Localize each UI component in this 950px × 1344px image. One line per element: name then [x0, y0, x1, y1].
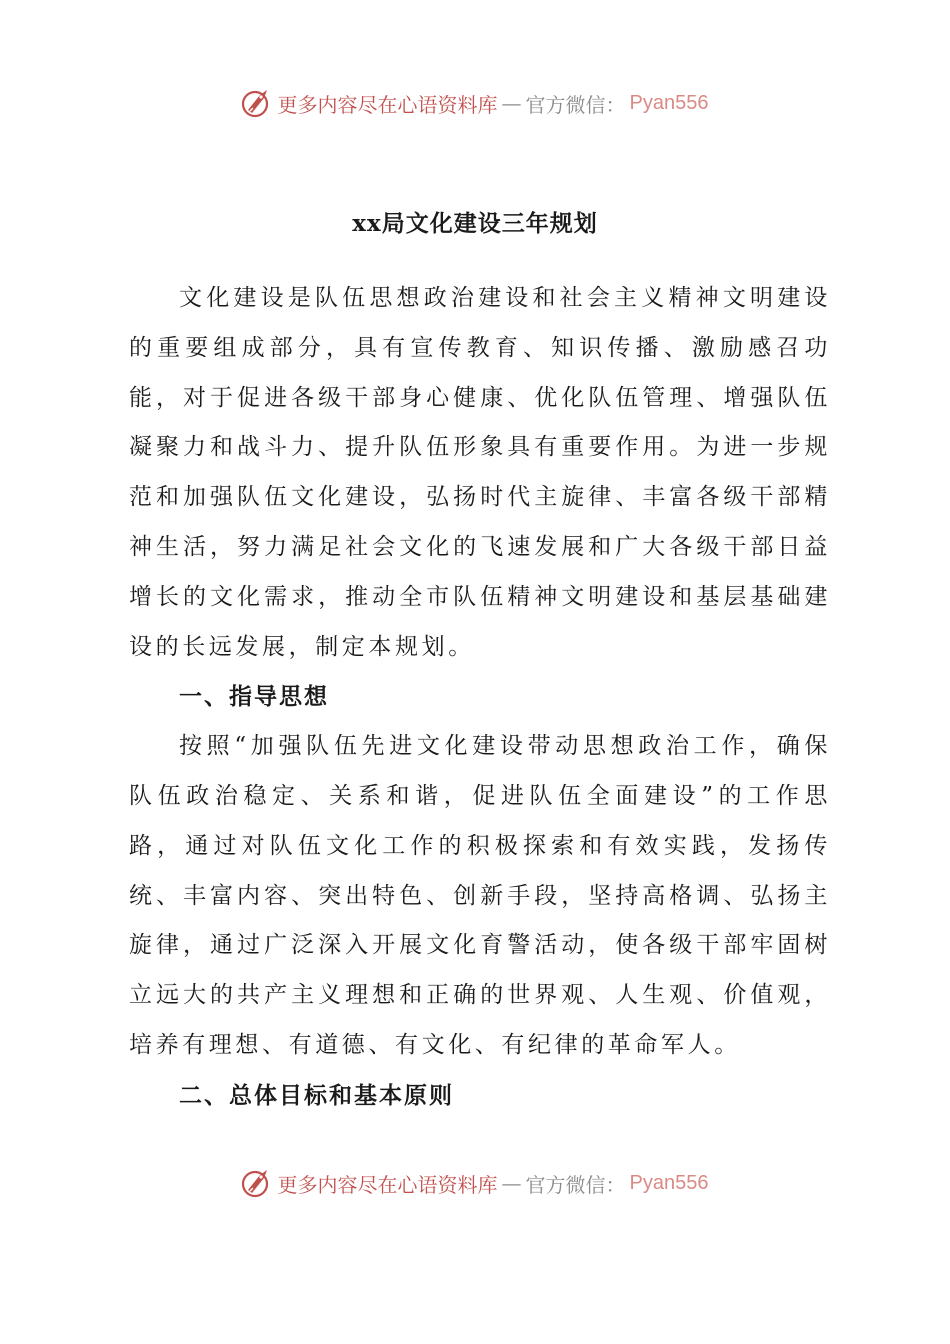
banner-dash: —	[501, 91, 522, 115]
banner-wechat-id: Pyan556	[629, 91, 709, 114]
section-heading-goals-principles: 二、总体目标和基本原则	[179, 1081, 454, 1109]
pen-nib-icon	[240, 1166, 274, 1200]
banner-wechat-id: Pyan556	[629, 1171, 709, 1194]
banner-dash: —	[501, 1171, 522, 1195]
pen-nib-icon	[240, 86, 274, 120]
document-title: xx局文化建设三年规划	[352, 210, 598, 237]
banner-slogan: 更多内容尽在心语资料库	[277, 92, 498, 117]
banner-wechat-label: 官方微信：	[525, 92, 626, 117]
banner-wechat-label: 官方微信：	[525, 1172, 626, 1197]
banner-content	[240, 86, 709, 120]
section-heading-guiding-ideology: 一、指导思想	[179, 683, 329, 711]
document-body	[129, 274, 831, 1121]
intro-paragraph: 文化建设是队伍思想政治建设和社会主义精神文明建设的重要组成部分，具有宣传教育、知识传播、激励感召功能，对于促进各级干部身心健康、优化队伍管理、增强队伍凝聚力和战斗力、提升队伍形象具有重要作用。为进一步规范和加强队伍文化建设，弘扬时代主旋律、丰富各级干部精神生活，努力满足社会文化的飞速发展和广大各级干部日益增长的文化需求，推动全市队伍精神文明建设和基层基础建设的长远发展，制定本规划。	[129, 285, 831, 660]
banner-slogan: 更多内容尽在心语资料库	[277, 1172, 498, 1197]
banner-content	[240, 1166, 709, 1200]
footer-watermark-banner	[0, 1163, 950, 1203]
header-watermark-banner	[0, 83, 950, 123]
guiding-ideology-paragraph: 按照“加强队伍先进文化建设带动思想政治工作，确保队伍政治稳定、关系和谐，促进队伍全面建设”的工作思路，通过对队伍文化工作的积极探索和有效实践，发扬传统、丰富内容、突出特色、创新手段，坚持高格调、弘扬主旋律，通过广泛深入开展文化育警活动，使各级干部牢固树立远大的共产主义理想和正确的世界观、人生观、价值观，培养有理想、有道德、有文化、有纪律的革命军人。	[129, 733, 831, 1058]
